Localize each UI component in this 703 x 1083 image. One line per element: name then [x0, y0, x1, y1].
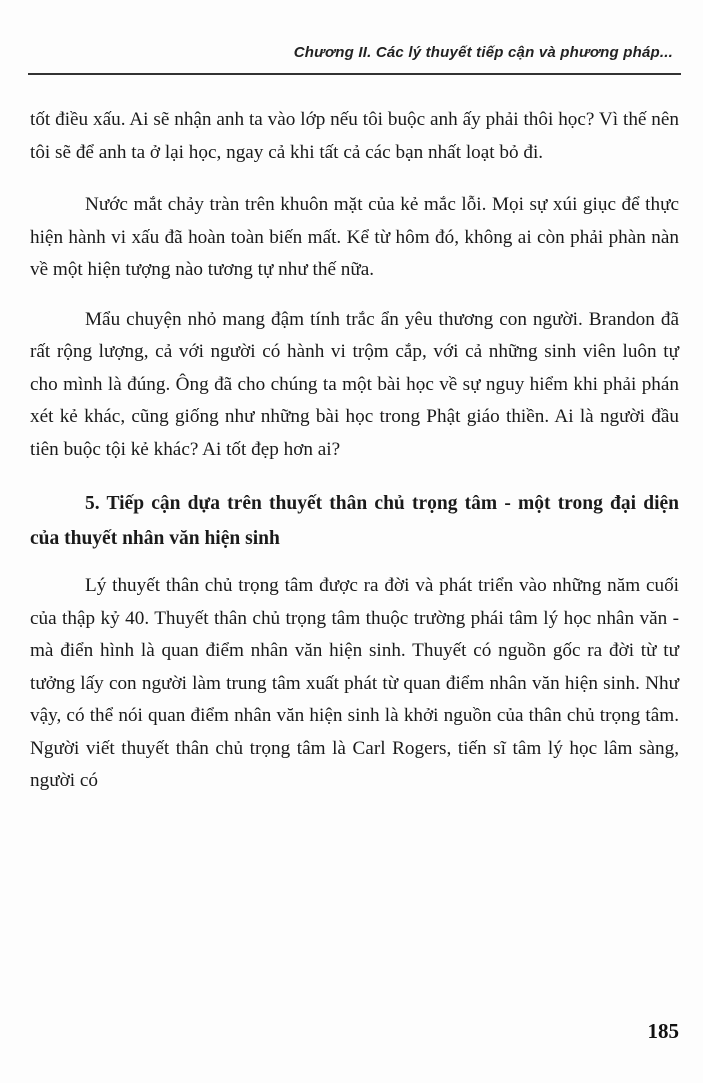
page-number: 185	[647, 1019, 679, 1043]
paragraph-tears: Nước mắt chảy tràn trên khuôn mặt của kẻ mắc lỗi. Mọi sự xúi giục để thực hiện hành vi xấu đã hoàn toàn biến mất. Kể từ hôm đó, không ai còn phải phàn nàn về một hiện tượng nào tương tự như thế nữa.	[30, 194, 679, 280]
running-header: Chương II. Các lý thuyết tiếp cận và phương pháp...	[293, 44, 673, 61]
paragraph-story-moral: Mẩu chuyện nhỏ mang đậm tính trắc ẩn yêu thương con người. Brandon đã rất rộng lượng, cả với người có hành vi trộm cắp, với cả những sinh viên luôn tự cho mình là đúng. Ông đã cho chúng ta một bài học về sự nguy hiểm khi phải phán xét kẻ khác, cũng giống như những bài học trong Phật giáo thiền. Ai là người đầu tiên buộc tội kẻ khác? Ai tốt đẹp hơn ai?	[30, 308, 679, 460]
header-divider	[28, 73, 681, 75]
paragraph-client-centered-theory: Lý thuyết thân chủ trọng tâm được ra đời và phát triển vào những năm cuối của thập kỷ 40. Thuyết thân chủ trọng tâm thuộc trường phái tâm lý học nhân văn - mà điển hình là quan điểm nhân văn hiện sinh. Thuyết có nguồn gốc ra đời từ tư tưởng lấy con người làm trung tâm xuất phát từ quan điểm nhân văn hiện sinh. Như vậy, có thể nói quan điểm nhân văn hiện sinh là khởi nguồn của thân chủ trọng tâm. Người viết thuyết thân chủ trọng tâm là Carl Rogers, tiến sĩ tâm lý học lâm sàng, người có	[30, 575, 679, 791]
section-heading: 5. Tiếp cận dựa trên thuyết thân chủ trọng tâm - một trong đại diện của thuyết nhân văn hiện sinh	[30, 493, 679, 549]
body-text	[30, 104, 679, 798]
paragraph-continuation: tốt điều xấu. Ai sẽ nhận anh ta vào lớp nếu tôi buộc anh ấy phải thôi học? Vì thế nên tôi sẽ để anh ta ở lại học, ngay cả khi tất cả các bạn nhất loạt bỏ đi.	[30, 109, 679, 163]
